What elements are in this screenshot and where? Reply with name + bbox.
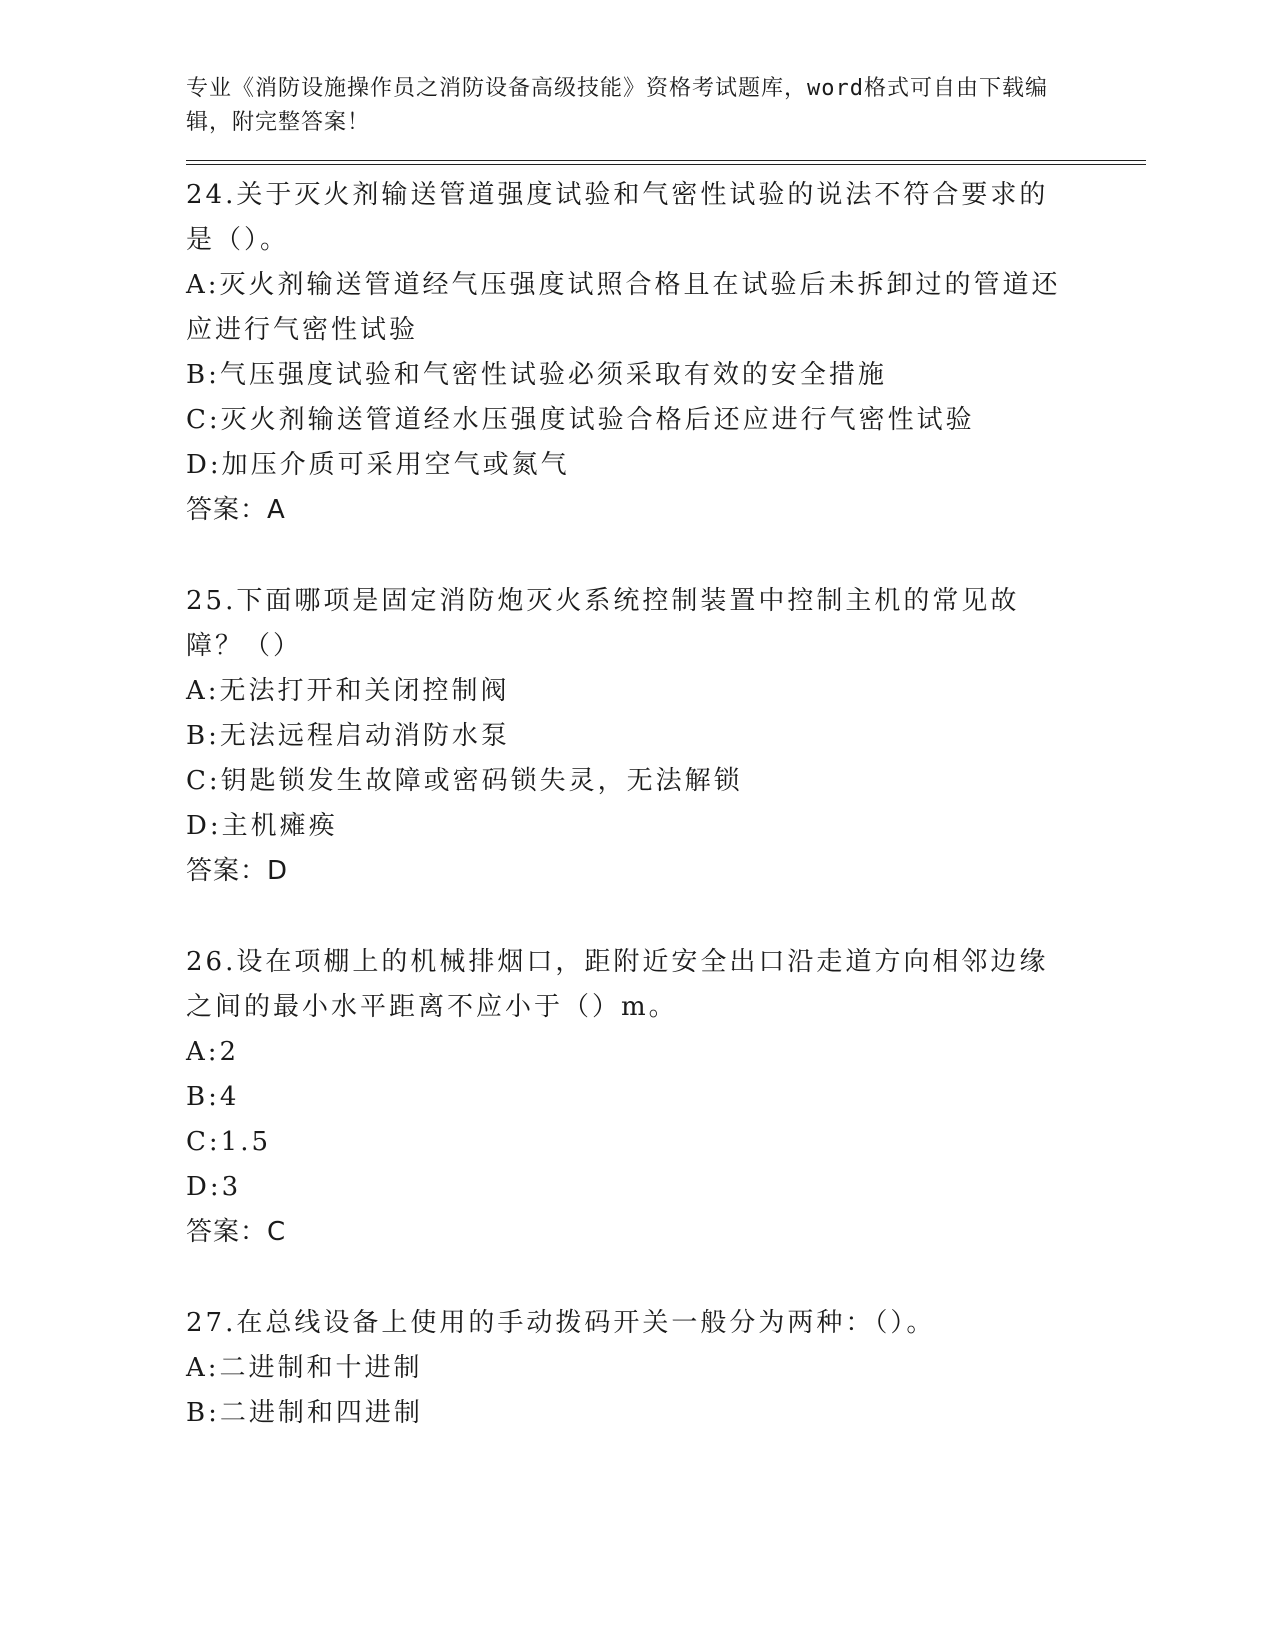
question-stem: 24.关于灭火剂输送管道强度试验和气密性试验的说法不符合要求的是（）。: [186, 180, 1049, 255]
question-list: [186, 173, 1146, 1436]
question-27: [186, 1301, 1146, 1436]
question-spacer: [186, 894, 1146, 940]
document-page: [186, 72, 1146, 1436]
document-header: 专业《消防设施操作员之消防设备高级技能》资格考试题库，word格式可自由下载编辑，附完整答案！: [186, 76, 1048, 135]
question-spacer: [186, 1255, 1146, 1301]
option-d: D:3: [186, 1172, 242, 1202]
option-b: B:无法远程启动消防水泵: [186, 721, 510, 751]
option-a: A:灭火剂输送管道经气压强度试照合格且在试验后未拆卸过的管道还应进行气密性试验: [186, 270, 1061, 345]
question-24: [186, 173, 1146, 533]
question-26: [186, 940, 1146, 1255]
answer-label: 答案：C: [186, 1217, 287, 1247]
question-stem: 25.下面哪项是固定消防炮灭火系统控制装置中控制主机的常见故障？（）: [186, 586, 1020, 661]
question-stem: 27.在总线设备上使用的手动拨码开关一般分为两种：（）。: [186, 1308, 936, 1338]
answer-label: 答案：D: [186, 856, 289, 886]
answer-label: 答案：A: [186, 495, 286, 525]
option-a: A:二进制和十进制: [186, 1353, 423, 1383]
option-b: B:4: [186, 1082, 240, 1112]
option-b: B:气压强度试验和气密性试验必须采取有效的安全措施: [186, 360, 887, 390]
option-c: C:灭火剂输送管道经水压强度试验合格后还应进行气密性试验: [186, 405, 975, 435]
question-stem: 26.设在项棚上的机械排烟口，距附近安全出口沿走道方向相邻边缘之间的最小水平距离不应小于（）m。: [186, 947, 1049, 1022]
question-25: [186, 579, 1146, 894]
option-d: D:加压介质可采用空气或氮气: [186, 450, 570, 480]
header-divider: [186, 160, 1146, 165]
option-b: B:二进制和四进制: [186, 1398, 423, 1428]
option-c: C:1.5: [186, 1127, 272, 1157]
option-c: C:钥匙锁发生故障或密码锁失灵，无法解锁: [186, 766, 743, 796]
option-a: A:2: [186, 1037, 240, 1067]
option-a: A:无法打开和关闭控制阀: [186, 676, 510, 706]
option-d: D:主机瘫痪: [186, 811, 338, 841]
question-spacer: [186, 533, 1146, 579]
